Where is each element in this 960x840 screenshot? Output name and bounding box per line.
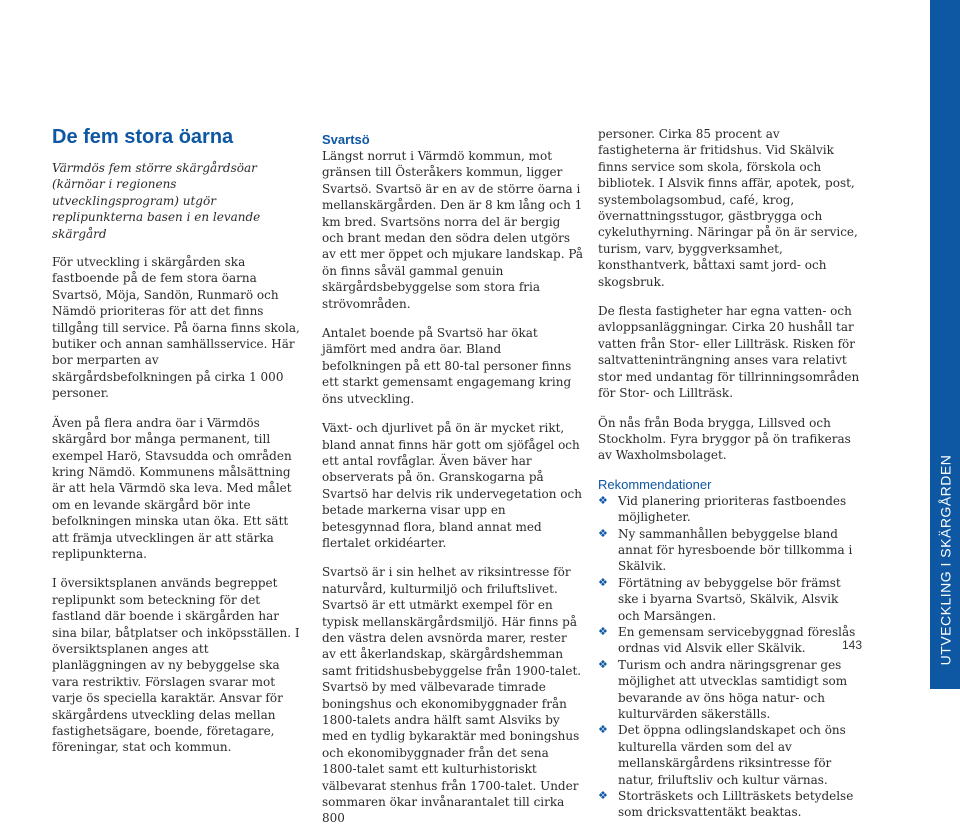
paragraph: Även på flera andra öar i Värmdös skärgård bor många permanent, till exempel Harö, Stavsudda och områden kring Nämdö. Kommunens målsättning är att hela Värmdö ska leva. Med målet om en levande skärgård bör inte befolkningen minska utan öka. Ett sätt att främja utvecklingen är att stärka replipunkterna.: [52, 415, 292, 561]
list-item-text: Vid planering prioriteras fastboendes möjligheter.: [618, 493, 847, 525]
diamond-bullet-icon: ❖: [598, 657, 608, 671]
paragraph: Antalet boende på Svartsö har ökat jämfört med andra öar. Bland befolkningen på ett 80-tal personer finns ett starkt gemensamt engagemang kring öns utveckling.: [322, 326, 572, 406]
column-left: [52, 124, 300, 769]
diamond-bullet-icon: ❖: [598, 526, 608, 540]
paragraph: I översiktsplanen används begreppet replipunkt som beteckning för det fastland där boende i skärgården har sina bilar, båtplatser och inköpsställen. I översiktsplanen anges att planläggningen av ny bebyggelse ska vara restriktiv. Förslagen svarar mot varje ös speciella karaktär. Ansvar för skärgårdens utveckling delas mellan fastighetsägare, boende, företagare, föreningar, stat och kommun.: [52, 576, 300, 755]
paragraph: Ön nås från Boda brygga, Lillsved och Stockholm. Fyra bryggor på ön trafikeras av Waxholmsbolaget.: [598, 415, 851, 463]
list-item-text: En gemensam servicebyggnad föreslås ordnas vid Alsvik eller Skälvik.: [618, 624, 856, 656]
page-number: 143: [842, 638, 863, 652]
list-item-text: Ny sammanhållen bebyggelse bland annat för hyresboende bör tillkomma i Skälvik.: [618, 526, 853, 574]
side-label: UTVECKLING I SKÄRGÅRDEN: [937, 454, 953, 666]
paragraph: personer. Cirka 85 procent av fastigheterna är fritidshus. Vid Skälvik finns service som skola, förskola och bibliotek. I Alsvik finns affär, apotek, post, systembolagsombud, café, krog, övernattningsstugor, gästbrygga och cykeluthyrning. Näringar på ön är service, turism, varv, byggverksamhet, konsthantverk, båttaxi samt jord- och skogsbruk.: [598, 127, 858, 289]
section-heading-svartso: Svartsö: [322, 132, 370, 147]
side-band: [930, 0, 960, 689]
list-item-text: Turism och andra näringsgrenar ges möjlighet att utvecklas samtidigt som bevarande av öns höga natur- och kulturvärden säkerställs.: [618, 657, 848, 721]
list-item: [598, 493, 860, 526]
paragraph: För utveckling i skärgården ska fastboende på de fem stora öarna Svartsö, Möja, Sandön, Runmarö och Nämdö prioriteras för att det finns tillgång till service. På öarna finns skola, butiker och annan samhällsservice. Här bor merparten av skärgårdsbefolkningen på cirka 1 000 personer.: [52, 255, 300, 401]
list-item: [598, 722, 860, 788]
diamond-bullet-icon: ❖: [598, 493, 608, 507]
diamond-bullet-icon: ❖: [598, 789, 608, 803]
paragraph: Längst norrut i Värmdö kommun, mot gränsen till Österåkers kommun, ligger Svartsö. Svartsö är en av de större öarna i mellanskärgården. Den är 8 km lång och 1 km bred. Svartsöns norra del är bergig och brant medan den södra delen utgörs av ett mer öppet och mjukare landskap. På ön finns såväl gammal genuin skärgårdsbebyggelse som stora fria strövområden.: [322, 149, 584, 311]
list-item-text: Storträskets och Lillträskets betydelse som dricksvattentäkt beaktas.: [618, 789, 854, 820]
list-item-text: Det öppna odlingslandskapet och öns kulturella värden som del av mellanskärgårdens riksintresse för natur, friluftsliv och kultur värnas.: [618, 723, 846, 787]
paragraph: De flesta fastigheter har egna vatten- och avloppsanläggningar. Cirka 20 hushåll tar vatten från Stor- eller Lillträsk. Risken för saltvatteninträngning anses vara relativt stor med undantag för tillrinningsområden för Stor- och Lillträsk.: [598, 304, 860, 401]
column-right: [598, 126, 863, 821]
intro-text: Värmdös fem större skärgårdsöar (kärnöar i regionens utvecklingsprogram) utgör replipunkterna basen i en levande skärgård: [52, 161, 261, 241]
column-middle: [322, 132, 584, 840]
list-item: [598, 624, 863, 657]
recommendations-list: [598, 493, 863, 821]
list-item: [598, 526, 860, 575]
list-item: [598, 575, 860, 624]
diamond-bullet-icon: ❖: [598, 723, 608, 737]
side-label-container: [930, 445, 960, 675]
paragraph: Växt- och djurlivet på ön är mycket rikt, bland annat finns här gott om sjöfågel och ett antal rovfåglar. Även bäver har observerats på ön. Granskogarna på Svartsö har delvis rik undervegetation och betade markerna visar upp en betesgynnad flora, bland annat med flertalet orkidéarter.: [322, 421, 582, 550]
list-item-text: Förtätning av bebyggelse bör främst ske i byarna Svartsö, Skälvik, Alsvik och Marsängen.: [618, 575, 841, 623]
diamond-bullet-icon: ❖: [598, 624, 608, 638]
list-item: [598, 788, 860, 821]
recommendations-heading: Rekommendationer: [598, 476, 712, 492]
paragraph: Svartsö är i sin helhet av riksintresse för naturvård, kulturmiljö och friluftslivet. Svartsö är ett utmärkt exempel för en typisk mellanskärgårdsmiljö. Här finns på den västra delen avsnörda marer, rester av ett åkerlandskap, skärgårdshemman samt fritidshusbebyggelse från 1900-talet. Svartsö by med välbevarade timrade boningshus och ekonomibyggnader från 1800-talets andra hälft samt Alsviks by med en tydlig bykaraktär med boningshus och ekonomibyggnader från det sena 1800-talet samt ett kulturhistoriskt välbevarat stenhus från 1700-talet. Under sommaren ökar invånarantalet till cirka 800: [322, 565, 582, 826]
page-title: De fem stora öarna: [52, 126, 234, 148]
list-item: [598, 657, 860, 723]
diamond-bullet-icon: ❖: [598, 575, 608, 589]
